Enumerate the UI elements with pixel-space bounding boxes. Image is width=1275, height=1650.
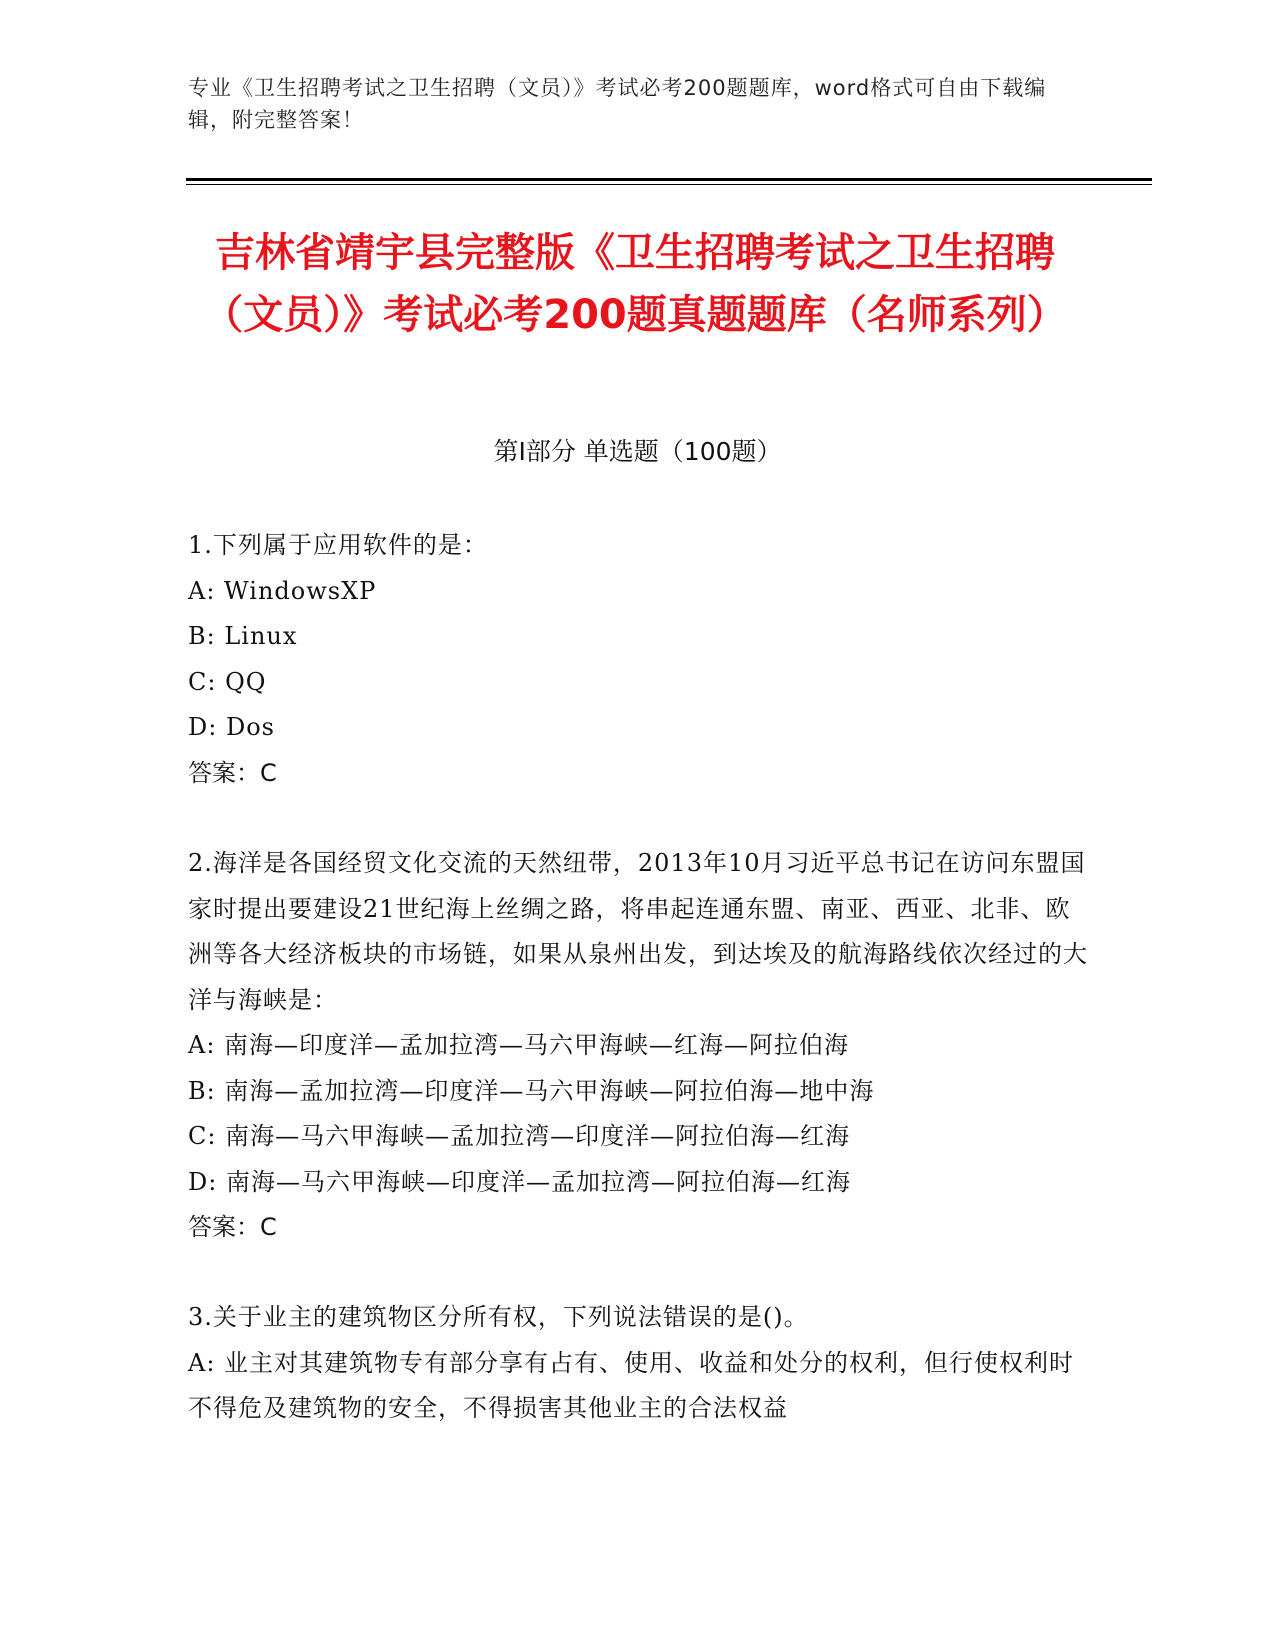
question-stem: 3.关于业主的建筑物区分所有权，下列说法错误的是()。 — [188, 1303, 809, 1331]
document-title: 吉林省靖宇县完整版《卫生招聘考试之卫生招聘（文员）》考试必考200题真题题库（名师系列） — [203, 230, 1067, 338]
answer: 答案：C — [188, 758, 277, 787]
question-block — [188, 523, 1088, 796]
option-c: C: QQ — [188, 667, 267, 696]
answer: 答案：C — [188, 1213, 277, 1241]
option-a: A: WindowsXP — [188, 576, 377, 605]
question-stem: 1.下列属于应用软件的是： — [188, 531, 488, 559]
option-b: B: Linux — [188, 622, 298, 650]
option-a: A: 业主对其建筑物专有部分享有占有、使用、收益和处分的权利，但行使权利时不得危及建筑物的安全，不得损害其他业主的合法权益 — [188, 1348, 1075, 1422]
option-b: B: 南海—孟加拉湾—印度洋—马六甲海峡—阿拉伯海—地中海 — [188, 1076, 875, 1105]
option-d: D: Dos — [188, 713, 275, 741]
header-note: 专业《卫生招聘考试之卫生招聘（文员）》考试必考200题题库，word格式可自由下载编辑，附完整答案！ — [188, 76, 1047, 132]
option-c: C: 南海—马六甲海峡—孟加拉湾—印度洋—阿拉伯海—红海 — [188, 1122, 851, 1150]
option-a: A: 南海—印度洋—孟加拉湾—马六甲海峡—红海—阿拉伯海 — [188, 1031, 850, 1059]
option-d: D: 南海—马六甲海峡—印度洋—孟加拉湾—阿拉伯海—红海 — [188, 1167, 851, 1196]
question-block — [188, 1295, 1088, 1432]
header-rule-thin — [186, 184, 1152, 185]
question-stem: 2.海洋是各国经贸文化交流的天然纽带，2013年10月习近平总书记在访问东盟国家时提出要建设21世纪海上丝绸之路，将串起连通东盟、南亚、西亚、北非、欧洲等各大经济板块的市场链，如果从泉州出发，到达埃及的航海路线依次经过的大洋与海峡是： — [188, 849, 1088, 1014]
section-heading: 第Ⅰ部分 单选题（100题） — [493, 437, 782, 466]
header-rule-thick — [186, 178, 1152, 181]
question-block — [188, 841, 1088, 1251]
